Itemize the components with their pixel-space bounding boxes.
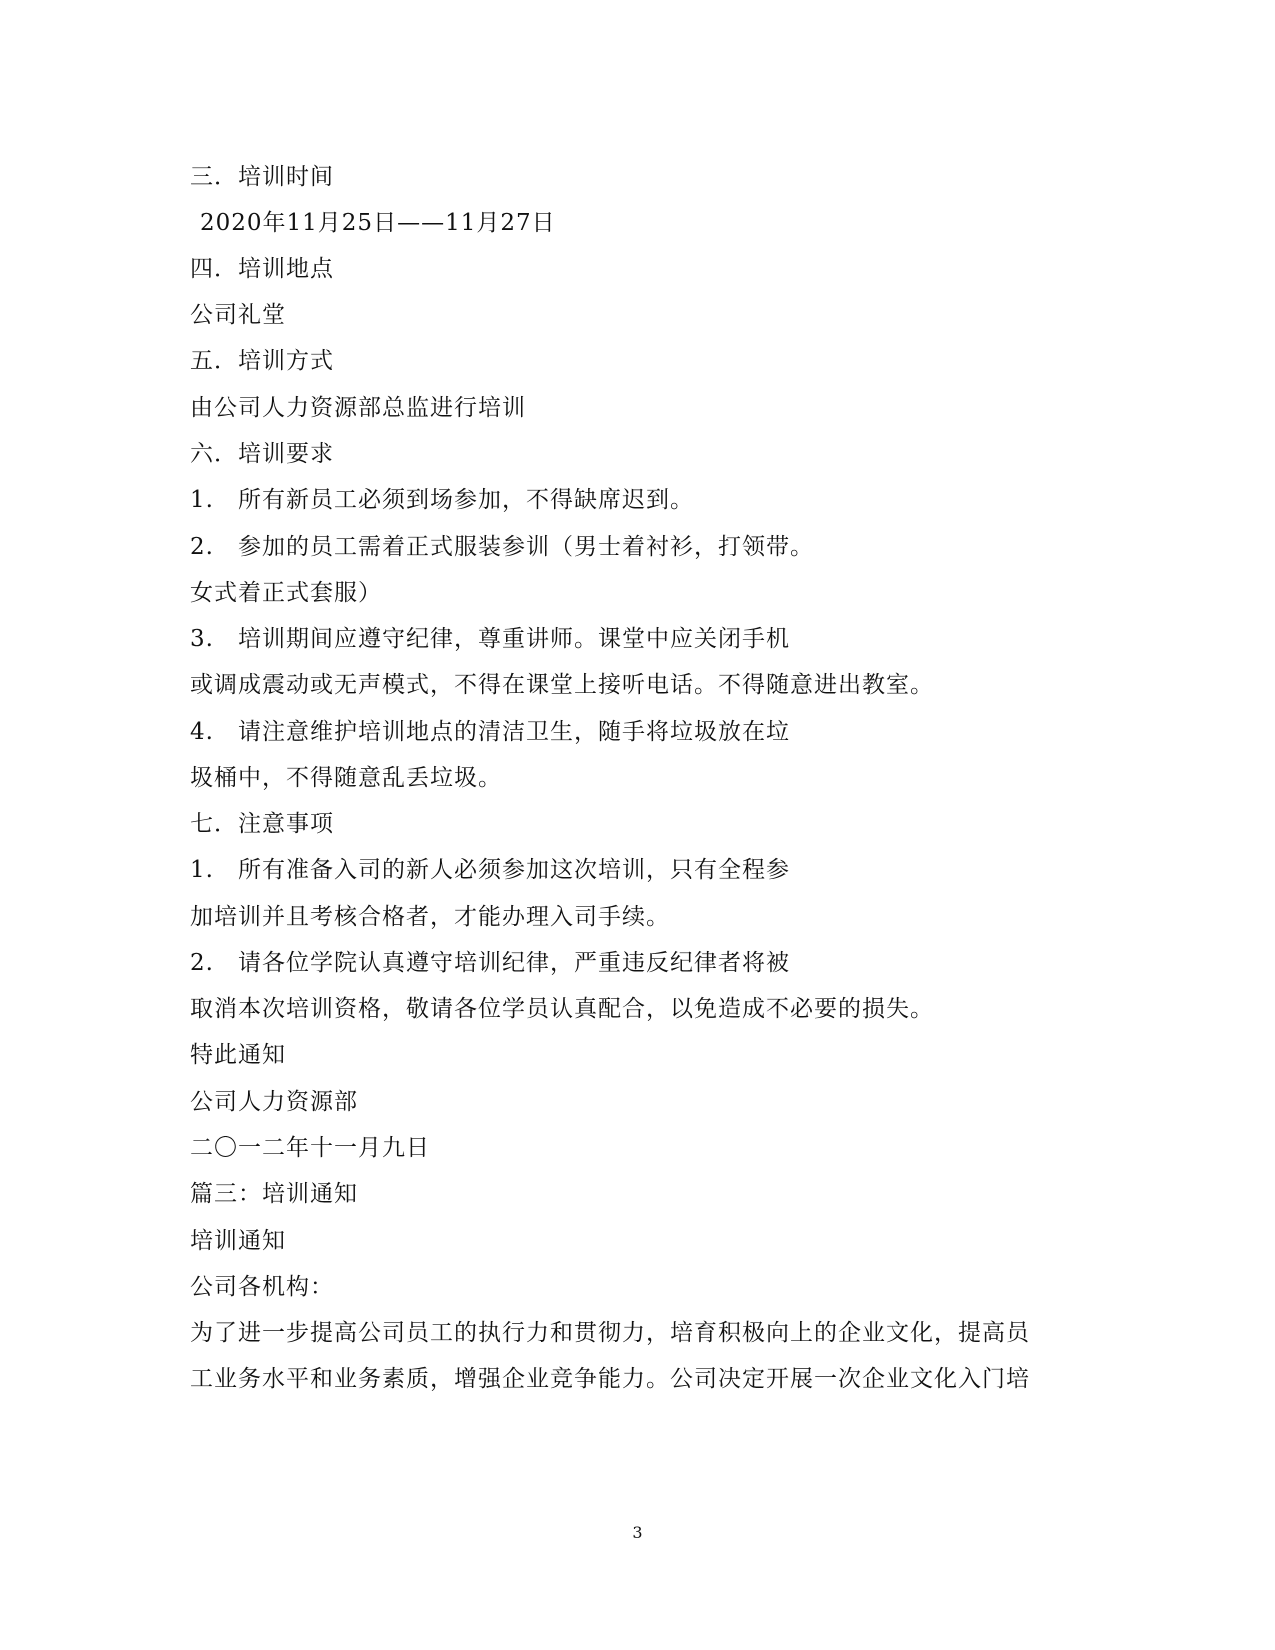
recipient-line: 公司各机构： — [190, 1274, 334, 1300]
note-item-1-continued: 加培训并且考核合格者，才能办理入司手续。 — [190, 904, 670, 930]
requirement-item-2: 2. 参加的员工需着正式服装参训（男士着衬衫，打领带。 — [190, 534, 814, 560]
requirement-item-3: 3. 培训期间应遵守纪律，尊重讲师。课堂中应关闭手机 — [190, 626, 790, 652]
issuing-department: 公司人力资源部 — [190, 1089, 358, 1115]
requirement-item-3-continued: 或调成震动或无声模式，不得在课堂上接听电话。不得随意进出教室。 — [190, 672, 934, 698]
section-heading-notes: 七．注意事项 — [190, 811, 334, 837]
requirement-item-4: 4. 请注意维护培训地点的清洁卫生，随手将垃圾放在垃 — [190, 719, 790, 745]
training-date-range: 2020年11月25日——11月27日 — [200, 210, 556, 236]
section-heading-training-time: 三．培训时间 — [190, 164, 334, 190]
section-heading-training-method: 五．培训方式 — [190, 348, 334, 374]
requirement-item-2-continued: 女式着正式套服） — [190, 580, 382, 606]
body-paragraph-line-2: 工业务水平和业务素质，增强企业竞争能力。公司决定开展一次企业文化入门培 — [190, 1366, 1030, 1392]
closing-notice: 特此通知 — [190, 1042, 286, 1068]
requirement-item-1: 1. 所有新员工必须到场参加，不得缺席迟到。 — [190, 487, 694, 513]
body-paragraph-line-1: 为了进一步提高公司员工的执行力和贯彻力，培育积极向上的企业文化，提高员 — [190, 1320, 1030, 1346]
article-heading: 篇三：培训通知 — [190, 1181, 358, 1207]
note-item-2-continued: 取消本次培训资格，敬请各位学员认真配合，以免造成不必要的损失。 — [190, 996, 934, 1022]
notice-title: 培训通知 — [190, 1228, 286, 1254]
section-heading-training-requirements: 六．培训要求 — [190, 441, 334, 467]
note-item-1: 1. 所有准备入司的新人必须参加这次培训，只有全程参 — [190, 857, 790, 883]
issue-date: 二〇一二年十一月九日 — [190, 1135, 430, 1161]
page-number: 3 — [632, 1523, 643, 1542]
note-item-2: 2. 请各位学院认真遵守培训纪律，严重违反纪律者将被 — [190, 950, 790, 976]
requirement-item-4-continued: 圾桶中，不得随意乱丢垃圾。 — [190, 765, 502, 791]
training-method: 由公司人力资源部总监进行培训 — [190, 395, 526, 421]
training-location: 公司礼堂 — [190, 302, 286, 328]
section-heading-training-location: 四．培训地点 — [190, 256, 334, 282]
